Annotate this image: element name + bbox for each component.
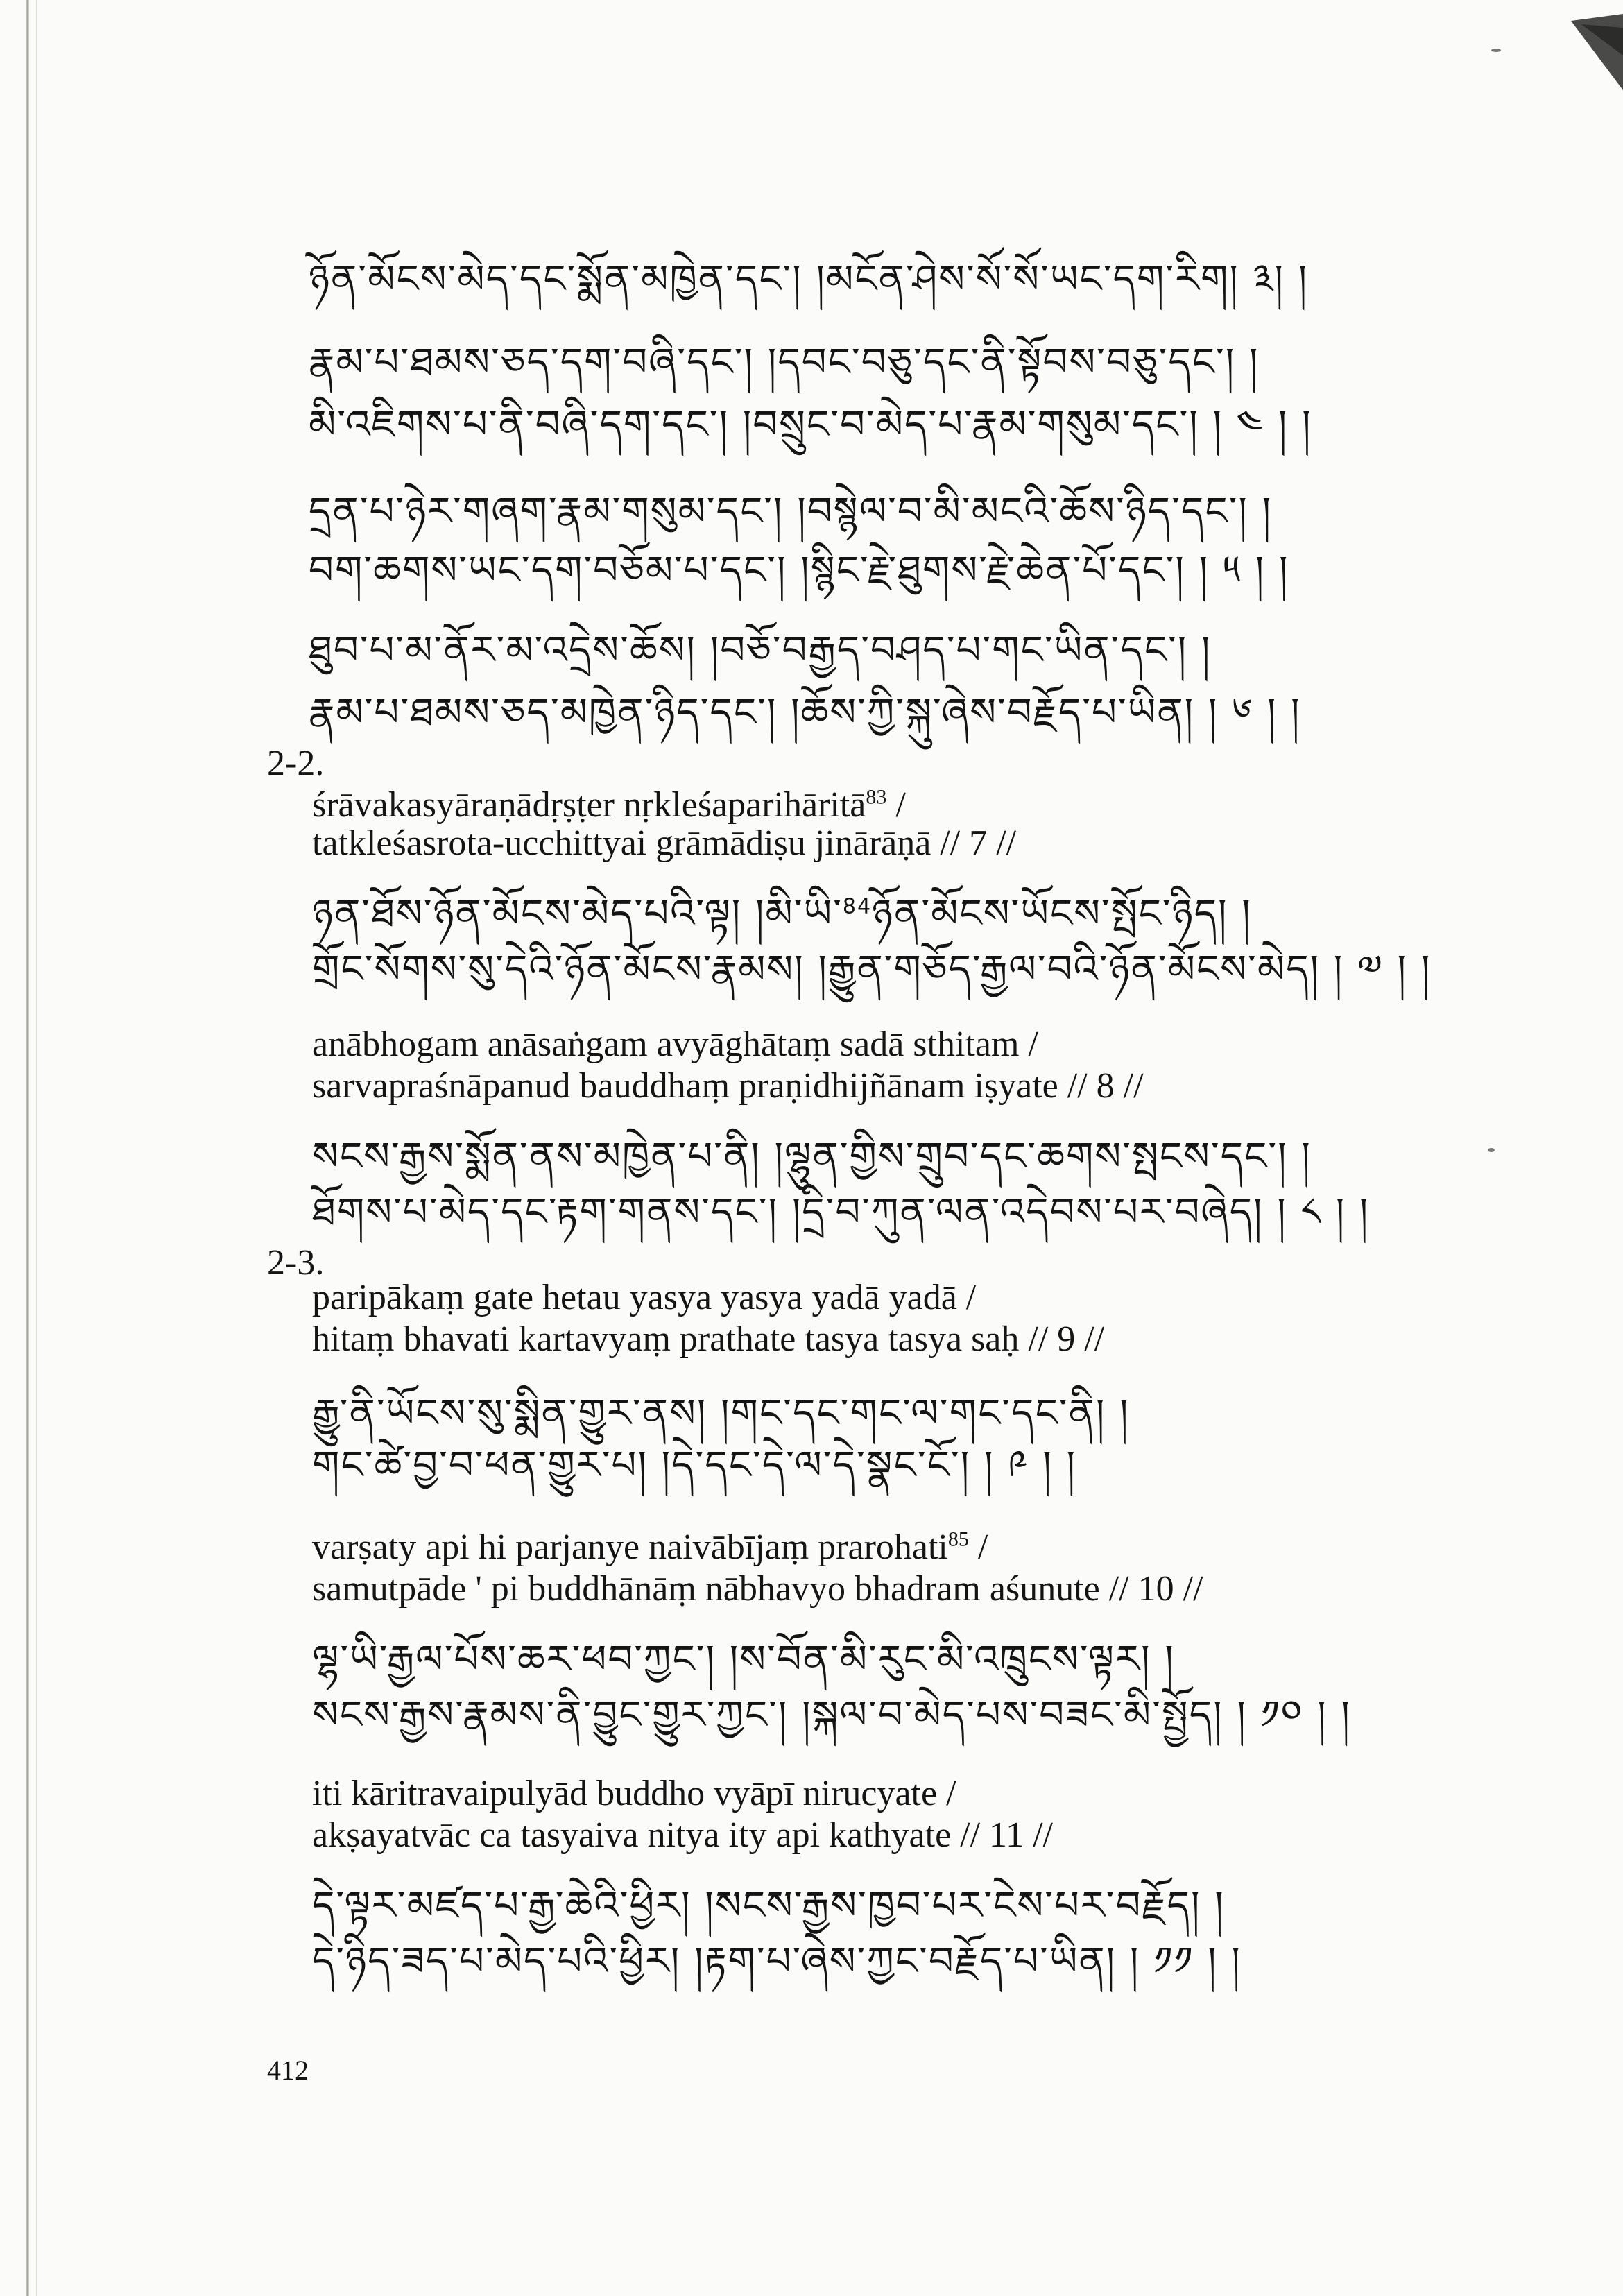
sanskrit-verse-line: akṣayatvāc ca tasyaiva nitya ity api kathyate // 11 // xyxy=(312,1815,1054,1855)
sanskrit-verse-line: iti kāritravaipulyād buddho vyāpī nirucyate / xyxy=(312,1774,956,1813)
sanskrit-verse-line: hitaṃ bhavati kartavyaṃ prathate tasya tasya saḥ // 9 // xyxy=(312,1319,1105,1359)
tibetan-verse-line: དེ་ལྟར་མཛད་པ་རྒྱ་ཆེའི་ཕྱིར། །སངས་རྒྱས་ཁྱབ་པར་ངེས་པར་བརྗོད། ། xyxy=(312,1883,1225,1928)
page-number: 412 xyxy=(267,2055,309,2086)
tibetan-verse-line xyxy=(312,891,1252,936)
verse-divider: / xyxy=(968,1527,988,1567)
tibetan-verse-line: ཉོན་མོངས་མེད་དང་སྨོན་མཁྱེན་དང་། །མངོན་ཤེས་སོ་སོ་ཡང་དག་རིག། ༣། ། xyxy=(309,257,1309,302)
tibetan-verse-line: ཐུབ་པ་མ་ནོར་མ་འདྲེས་ཆོས། །བཅོ་བརྒྱད་བཤད་པ་གང་ཡིན་དང་། ། xyxy=(309,628,1212,673)
tibetan-verse-line: རྒྱུ་ནི་ཡོངས་སུ་སྨིན་གྱུར་ནས། །གང་དང་གང་ལ་གང་དང་ནི། ། xyxy=(312,1391,1130,1436)
tibetan-verse-text: ཉན་ཐོས་ཉོན་མོངས་མེད་པའི་ལྟ། །མི་ཡི་ xyxy=(312,891,843,936)
footnote-marker: 83 xyxy=(866,785,887,809)
tibetan-verse-line: སངས་རྒྱས་རྣམས་ནི་བྱུང་གྱུར་ཀྱང་། །སྐལ་བ་མེད་པས་བཟང་མི་སྤྱོད། ། ༡༠ ། ། xyxy=(312,1693,1351,1738)
tibetan-verse-line: དེ་ཉིད་ཟད་པ་མེད་པའི་ཕྱིར། །རྟག་པ་ཞེས་ཀྱང་བརྗོད་པ་ཡིན། ། ༡༡ ། ། xyxy=(312,1939,1242,1984)
sanskrit-verse-text: śrāvakasyāraṇādṛṣṭer nṛkleśaparihāritā xyxy=(312,785,866,825)
tibetan-verse-line: ལྷ་ཡི་རྒྱལ་པོས་ཆར་ཕབ་ཀྱང་། །ས་བོན་མི་རུང་མི་འཁྲུངས་ལྟར། ། xyxy=(312,1637,1175,1682)
section-label: 2-3. xyxy=(267,1243,325,1283)
section-label: 2-2. xyxy=(267,744,325,783)
tibetan-verse-line: དྲན་པ་ཉེར་གཞག་རྣམ་གསུམ་དང་། །བསྙེལ་བ་མི་མངའི་ཆོས་ཉིད་དང་། ། xyxy=(309,489,1273,534)
sanskrit-verse-line: tatkleśasrota-ucchittyai grāmādiṣu jinārāṇā // 7 // xyxy=(312,823,1017,863)
sanskrit-verse-line: anābhogam anāsaṅgam avyāghātaṃ sadā sthitam / xyxy=(312,1025,1038,1064)
sanskrit-verse-line: sarvapraśnāpanud bauddhaṃ praṇidhijñānam iṣyate // 8 // xyxy=(312,1066,1144,1106)
sanskrit-verse-line: paripākaṃ gate hetau yasya yasya yadā yadā / xyxy=(312,1278,977,1317)
tibetan-verse-line: ཐོགས་པ་མེད་དང་རྟག་གནས་དང་། །དྲི་བ་ཀུན་ལན་འདེབས་པར་བཞེད། ། ༨ ། ། xyxy=(312,1190,1370,1235)
tibetan-verse-line: སངས་རྒྱས་སྨོན་ནས་མཁྱེན་པ་ནི། །ལྷུན་གྱིས་གྲུབ་དང་ཆགས་སྤངས་དང་། ། xyxy=(312,1134,1312,1179)
verse-divider: / xyxy=(886,785,906,825)
sanskrit-verse-line xyxy=(312,787,906,823)
tibetan-verse-line: གང་ཚེ་བྱ་བ་ཕན་གྱུར་པ། །དེ་དང་དེ་ལ་དེ་སྣང་ངོ་། ། ༩ ། ། xyxy=(312,1443,1076,1488)
tibetan-verse-line: གྲོང་སོགས་སུ་དེའི་ཉོན་མོངས་རྣམས། །རྒྱུན་གཅོད་རྒྱལ་བའི་ཉོན་མོངས་མེད། ། ༧ ། ། xyxy=(312,947,1432,992)
tibetan-verse-line: རྣམ་པ་ཐམས་ཅད་མཁྱེན་ཉིད་དང་། །ཆོས་ཀྱི་སྐུ་ཞེས་བརྗོད་པ་ཡིན། ། ༦ ། ། xyxy=(309,690,1301,735)
sanskrit-verse-text: varṣaty api hi parjanye naivābījaṃ prarohati xyxy=(312,1527,948,1567)
footnote-marker: 85 xyxy=(947,1527,969,1551)
sanskrit-verse-line: samutpāde ' pi buddhānāṃ nābhavyo bhadram aśunute // 10 // xyxy=(312,1569,1203,1609)
tibetan-verse-line: མི་འཇིགས་པ་ནི་བཞི་དག་དང་། །བསྲུང་བ་མེད་པ་རྣམ་གསུམ་དང་། ། ༤ ། ། xyxy=(309,402,1312,447)
tibetan-verse-text: ཉོན་མོངས་ཡོངས་སྤོང་ཉིད། ། xyxy=(872,891,1252,936)
tibetan-verse-line: བག་ཆགས་ཡང་དག་བཅོམ་པ་དང་། །སྙིང་རྗེ་ཐུགས་རྗེ་ཆེན་པོ་དང་། ། ༥ ། ། xyxy=(309,548,1289,593)
footnote-marker: 84 xyxy=(842,894,873,919)
tibetan-verse-line: རྣམ་པ་ཐམས་ཅད་དག་བཞི་དང་། །དབང་བཅུ་དང་ནི་སྟོབས་བཅུ་དང་། ། xyxy=(309,340,1260,385)
sanskrit-verse-line xyxy=(312,1527,988,1567)
